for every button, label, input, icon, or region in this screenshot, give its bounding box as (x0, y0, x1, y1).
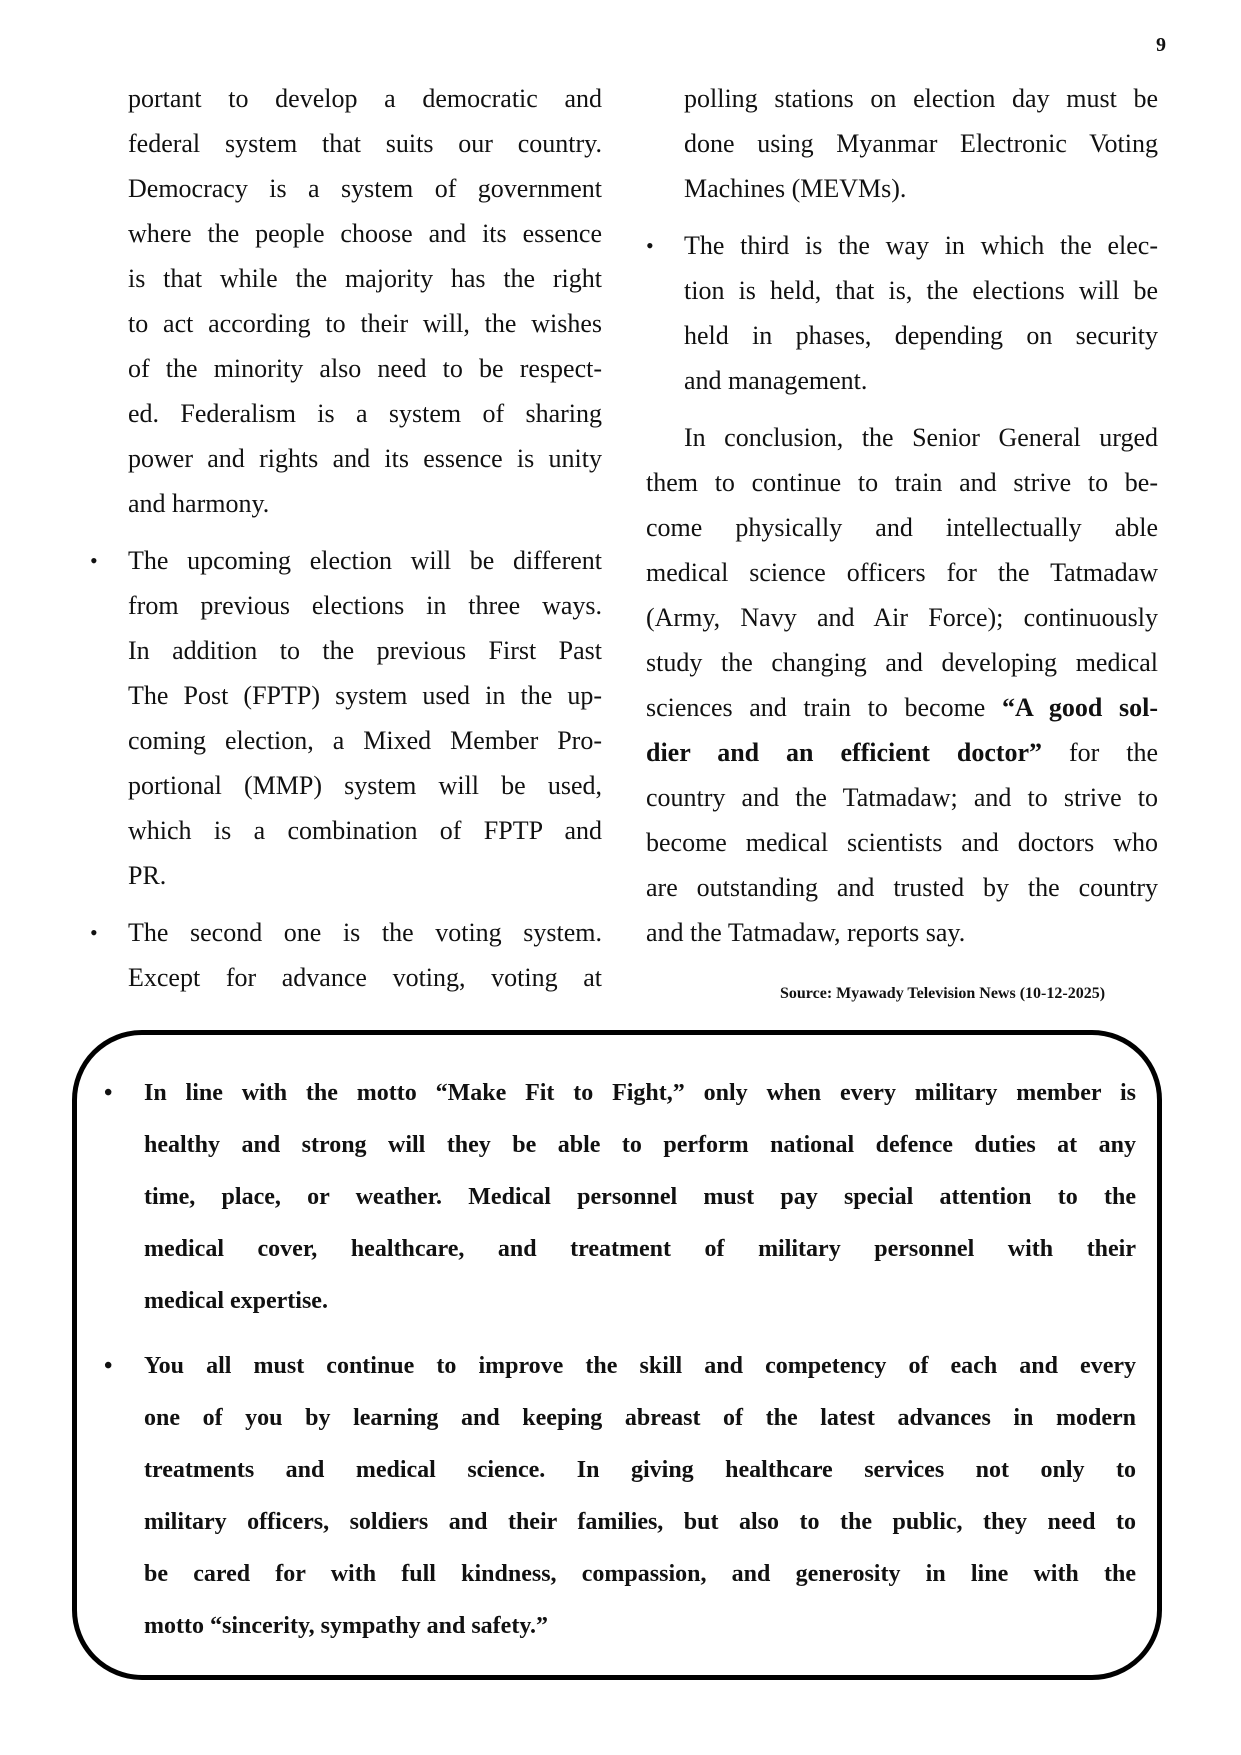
text-line: of the minority also need to be respect- (128, 354, 602, 383)
text-line: medical science officers for the Tatmadaw (646, 558, 1158, 587)
text-line (104, 1067, 1136, 1119)
highlight-box-content (104, 1067, 1136, 1652)
text-line: portant to develop a democratic and (128, 84, 602, 113)
left-column (90, 76, 602, 1000)
text-line: polling stations on election day must be (684, 84, 1158, 113)
text-line: ed. Federalism is a system of sharing (128, 399, 602, 428)
text-line: to act according to their will, the wishes (128, 309, 602, 338)
bullet-icon: • (646, 233, 654, 258)
text-line: power and rights and its essence is unity (128, 444, 602, 473)
text-line: them to continue to train and strive to be- (646, 468, 1158, 497)
text-line: time, place, or weather. Medical personnel must pay special attention to the (144, 1184, 1136, 1210)
text-line (646, 730, 1158, 775)
text-line (104, 1340, 1136, 1392)
text-line: The upcoming election will be different (128, 546, 602, 575)
text-line: and harmony. (128, 489, 270, 518)
bullet-icon: • (90, 920, 98, 945)
bullet-item-election-phases (646, 223, 1158, 403)
page-number: 9 (1156, 34, 1166, 56)
text-line: come physically and intellectually able (646, 513, 1158, 542)
text-line: The second one is the voting system. (128, 918, 602, 947)
text-line: federal system that suits our country. (128, 129, 602, 158)
text-line: coming election, a Mixed Member Pro- (128, 726, 602, 755)
text-line: In addition to the previous First Past (128, 636, 602, 665)
text-line: is that while the majority has the right (128, 264, 602, 293)
text-line: portional (MMP) system will be used, (128, 771, 602, 800)
right-column (646, 76, 1158, 955)
bullet-icon: • (90, 548, 98, 573)
text-line: treatments and medical science. In giving healthcare services not only to (144, 1457, 1136, 1483)
text-line: healthy and strong will they be able to perform national defence duties at any (144, 1132, 1136, 1158)
text-line: done using Myanmar Electronic Voting (684, 129, 1158, 158)
text-line: one of you by learning and keeping abreast of the latest advances in modern (144, 1405, 1136, 1431)
bullet-item-election-differences (90, 538, 602, 898)
conclusion-paragraph (646, 415, 1158, 955)
text-line: medical cover, healthcare, and treatment of military personnel with their (144, 1236, 1136, 1262)
text-line: where the people choose and its essence (128, 219, 602, 248)
text-line: (Army, Navy and Air Force); continuously (646, 603, 1158, 632)
text-line: The Post (FPTP) system used in the up- (128, 681, 602, 710)
text-line: be cared for with full kindness, compassion, and generosity in line with the (144, 1561, 1136, 1587)
text-line: In conclusion, the Senior General urged (684, 423, 1158, 452)
text-line: are outstanding and trusted by the country (646, 873, 1158, 902)
highlight-bullet-skill-competency (104, 1340, 1136, 1652)
bullet-item-voting-system (90, 910, 602, 1000)
text-line: and management. (684, 366, 868, 395)
text-line: tion is held, that is, the elections will be (684, 276, 1158, 305)
text-segment: sciences and train to become (646, 693, 1002, 722)
source-citation: Source: Myawady Television News (10-12-2025) (780, 985, 1106, 1002)
text-segment: In line with the motto “Make Fit to Fight,” only when every military member is (144, 1080, 1136, 1106)
text-line: PR. (128, 861, 167, 890)
text-line: which is a combination of FPTP and (128, 816, 602, 845)
highlight-bullet-make-fit-to-fight (104, 1067, 1136, 1327)
text-line: country and the Tatmadaw; and to strive to (646, 783, 1158, 812)
text-line: Except for advance voting, voting at (128, 963, 602, 992)
text-line: Democracy is a system of government (128, 174, 602, 203)
text-segment: You all must continue to improve the skill and competency of each and every (144, 1353, 1136, 1379)
emphasis-motto: dier and an efficient doctor” (646, 738, 1043, 767)
bullet-icon: • (104, 1353, 113, 1379)
text-line: become medical scientists and doctors who (646, 828, 1158, 857)
text-line: The third is the way in which the elec- (684, 231, 1158, 260)
text-line: held in phases, depending on security (684, 321, 1158, 350)
text-line: study the changing and developing medical (646, 648, 1158, 677)
text-line: and the Tatmadaw, reports say. (646, 918, 966, 947)
emphasis-motto: “A good sol- (1001, 693, 1159, 722)
text-segment: for the (1042, 738, 1158, 767)
bullet-icon: • (104, 1080, 113, 1106)
text-line: from previous elections in three ways. (128, 591, 602, 620)
text-line: military officers, soldiers and their families, but also to the public, they need to (144, 1509, 1136, 1535)
text-line: medical expertise. (144, 1288, 328, 1314)
text-line: Machines (MEVMs). (684, 174, 907, 203)
text-line: motto “sincerity, sympathy and safety.” (144, 1613, 548, 1639)
text-line (646, 685, 1158, 730)
